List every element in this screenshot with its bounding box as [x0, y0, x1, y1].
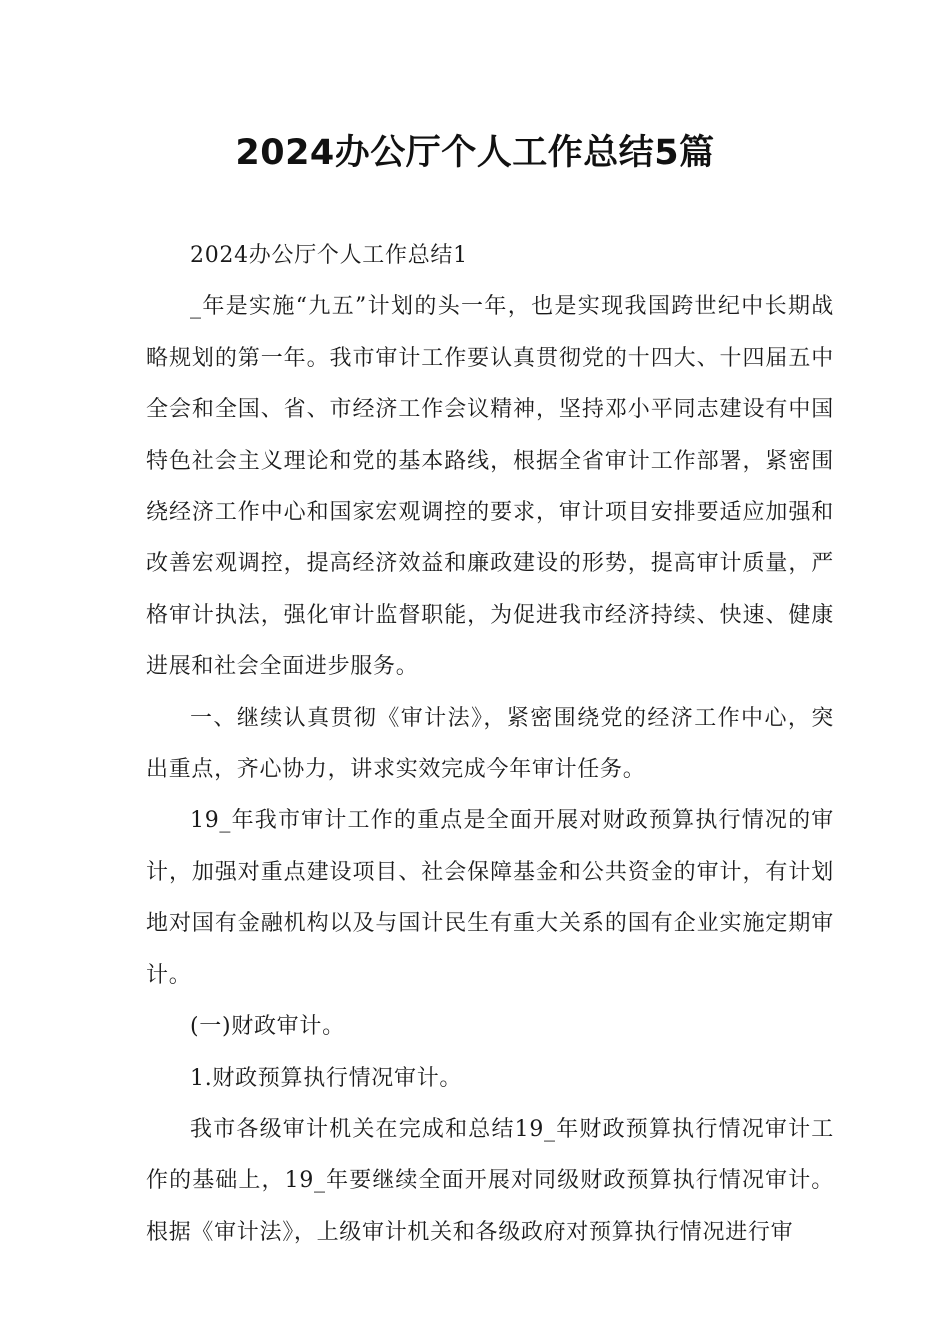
paragraph-focus: 19_年我市审计工作的重点是全面开展对财政预算执行情况的审计，加强对重点建设项目、社会保障基金和公共资金的审计，有计划地对国有金融机构以及与国计民生有重大关系的国有企业实施定期审计。 [146, 808, 834, 988]
paragraph-budget-audit-heading: 1.财政预算执行情况审计。 [190, 1065, 463, 1091]
paragraph-finance-audit-heading: (一)财政审计。 [190, 1014, 345, 1040]
document-title: 2024办公厅个人工作总结5篇 [235, 133, 715, 173]
paragraph-intro: _年是实施“九五”计划的头一年，也是实现我国跨世纪中长期战略规划的第一年。我市审计工作要认真贯彻党的十四大、十四届五中全会和全国、省、市经济工作会议精神，坚持邓小平同志建设有中国特色社会主义理论和党的基本路线，根据全省审计工作部署，紧密围绕经济工作中心和国家宏观调控的要求，审计项目安排要适应加强和改善宏观调控，提高经济效益和廉政建设的形势，提高审计质量，严格审计执法，强化审计监督职能，为促进我市经济持续、快速、健康进展和社会全面进步服务。 [146, 294, 834, 680]
paragraph-section-one: 一、继续认真贯彻《审计法》，紧密围绕党的经济工作中心，突出重点，齐心协力，讲求实效完成今年审计任务。 [146, 705, 834, 783]
paragraph-budget-audit-body: 我市各级审计机关在完成和总结19_年财政预算执行情况审计工作的基础上，19_年要继续全面开展对同级财政预算执行情况审计。根据《审计法》，上级审计机关和各级政府对预算执行情况进行审 [146, 1116, 834, 1245]
paragraph-subtitle: 2024办公厅个人工作总结1 [190, 243, 468, 268]
document-body [146, 230, 834, 1258]
